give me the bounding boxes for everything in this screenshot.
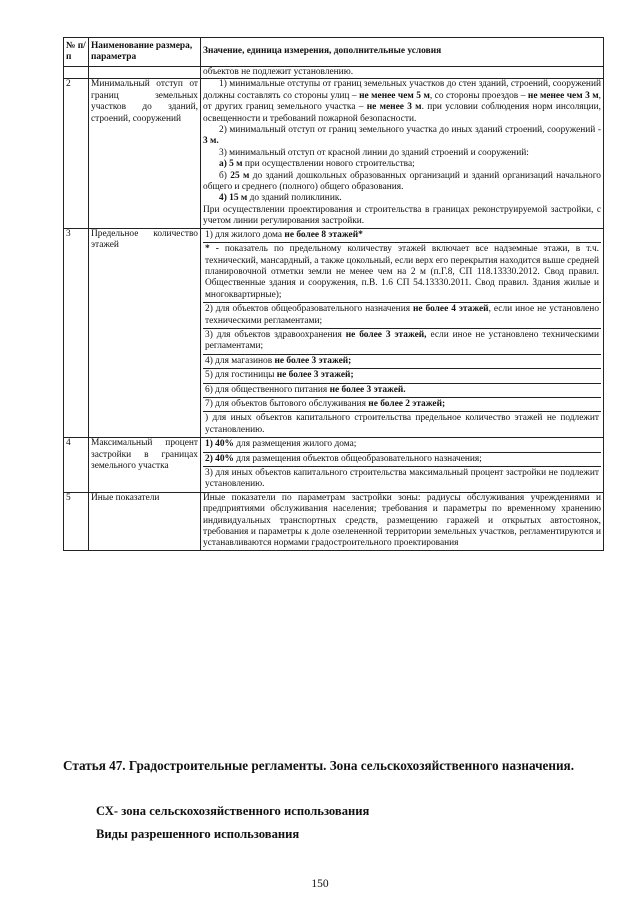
table-row [64,228,604,438]
row-num: 2 [64,79,89,228]
table-row [64,492,604,550]
row-value: Иные показатели по параметрам застройки зоны: радиусы обслуживания учреждениями и предприятиями обслуживания населения; требования и параметры по временному хранению индивидуальных транспортных средств, размещению гаражей и открытых автостоянок, требования и параметры к доле озелененной территории земельных участков, регламентируются и устанавливаются нормами градостроительного проектирования [201,492,604,550]
empty-cell [89,67,201,79]
row-num: 5 [64,492,89,550]
row-name: Предельное количество этажей [89,228,201,438]
article-title: Статья 47. Градостроительные регламенты. Зона сельскохозяйственного назначения. [63,758,574,773]
list-item: 3) для иных объектов капитального строительства максимальный процент застройки не подлежит установлению. [205,468,599,490]
row-value [201,438,604,493]
row-name: Иные показатели [89,492,201,550]
list-item: 6) для общественного питания не более 3 этажей. [203,384,601,398]
list-item: ) для иных объектов капитального строительства предельное количество этажей не подлежит установлению. [205,413,599,435]
page-number: 150 [311,878,329,890]
table-row [64,67,604,79]
paragraph: 3) минимальный отступ от красной линии до зданий строений и сооружений: [219,147,529,158]
list-item: 7) для объектов бытового обслуживания не более 2 этажей; [203,398,601,412]
paragraph: 4) 15 м до зданий поликлиник. [219,193,342,204]
row-num: 4 [64,438,89,493]
row-value [201,79,604,228]
list-item: * - показатель по предельному количеству этажей включает все надземные этажи, в т.ч. технический, мансардный, а также цокольный, если верх его перекрытия находится выше средней планировочной отметки земли не менее чем на 2 м (п.Г.8, СП 118.13330.2012. Свод правил. Общественные здания и сооружения, п.В. 1.6 СП 54.13330.2011. Свод правил. Здания жилые и многоквартирные); [203,243,601,303]
paragraph: а) 5 м при осуществлении нового строительства; [219,159,415,170]
list-item: 4) для магазинов не более 3 этажей; [203,355,601,369]
header-name: Наименование размера, параметра [89,38,201,67]
paragraph: 2) минимальный отступ от границ земельного участка до иных зданий строений, сооружений - 3 м. [203,125,601,147]
list-item: 1) для жилого дома не более 8 этажей* [203,229,601,243]
table-row [64,438,604,493]
row-num: 3 [64,228,89,438]
list-item: 1) 40% для размещения жилого дома; [203,438,601,452]
row-name: Минимальный отступ от границ земельных участков до зданий, строений, сооружений [89,79,201,228]
row-name: Максимальный процент застройки в границах земельного участка [89,438,201,493]
section-heading: Виды разрешенного использования [96,827,300,841]
paragraph: При осуществлении проектирования и строительства в границах реконструируемой застройки, с учетом линии регулирования застройки. [203,204,601,227]
empty-cell [64,67,89,79]
list-item: 2) 40% для размещения объектов общеобразовательного назначения; [203,453,601,467]
paragraph: 1) минимальные отступы от границ земельных участков до стен зданий, строений, сооружений должны составлять со стороны улиц – не менее чем 5 м, со стороны проездов – не менее чем 3 м, от других границ земельного участка – не менее 3 м. при условии соблюдения норм инсоляции, освещенности и требований пожарной безопасности. [203,79,601,124]
list-item: 5) для гостиницы не более 3 этажей; [203,369,601,383]
header-value: Значение, единица измерения, дополнительные условия [201,38,604,67]
paragraph: б) 25 м до зданий дошкольных образованных организаций и зданий организаций начального общего и среднего (полного) общего образования. [203,170,601,193]
continuation-text: объектов не подлежит установлению. [201,67,604,79]
table-header-row [64,38,604,67]
list-item: 3) для объектов здравоохранения не более 3 этажей, если иное не установлено техническими регламентами; [203,329,601,355]
row-value [201,228,604,438]
list-item: 2) для объектов общеобразовательного назначения не более 4 этажей, если иное не установлено техническими регламентами; [203,303,601,329]
regulations-table [63,37,604,551]
zone-title: СХ- зона сельскохозяйственного использования [96,804,370,818]
table-row [64,79,604,228]
header-num: № п/п [64,38,89,67]
